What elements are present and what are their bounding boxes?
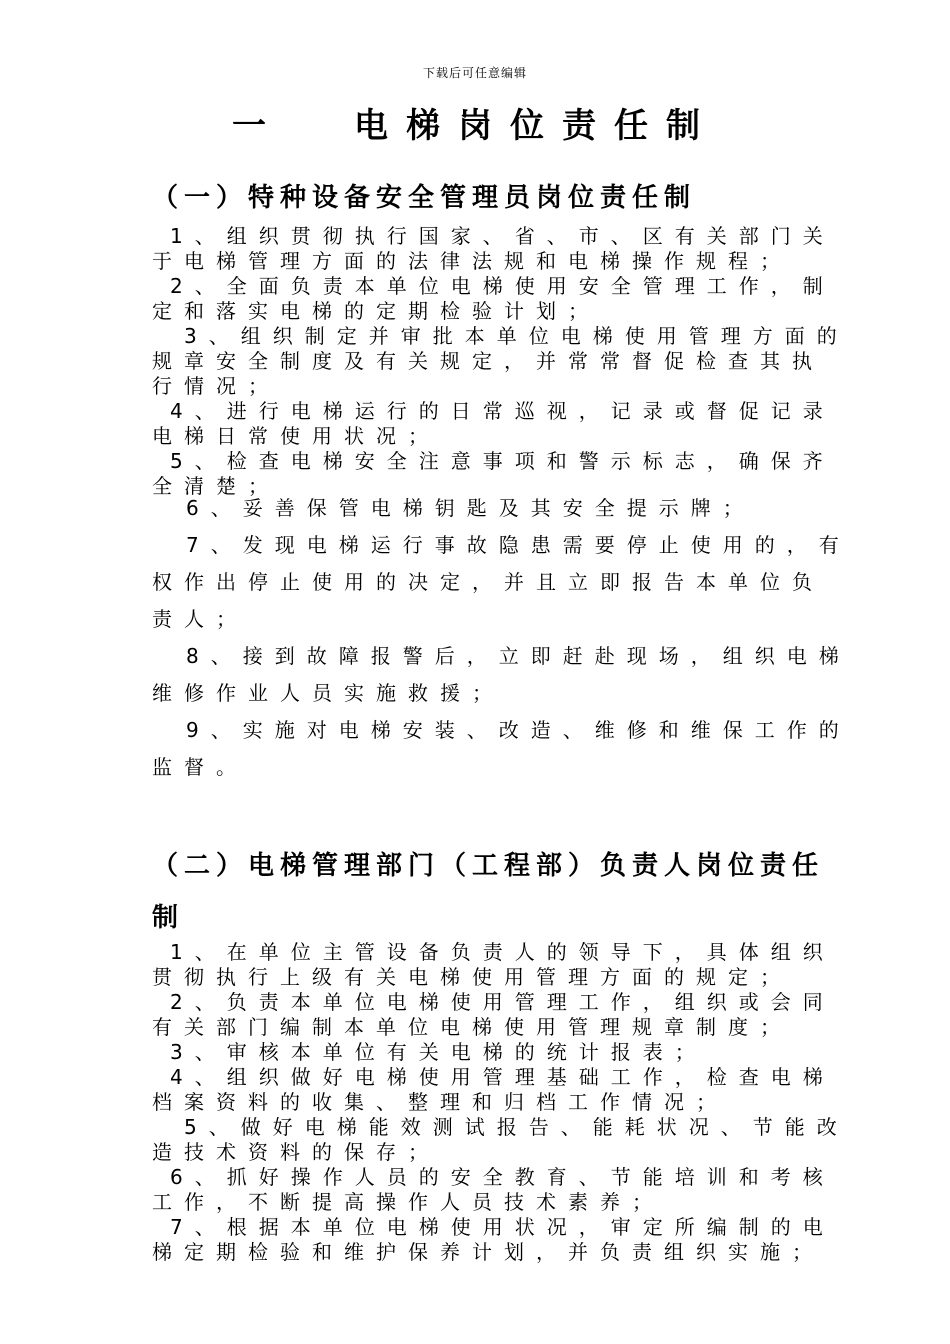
section-1-list [152,224,852,499]
list-item: 2、全面负责本单位电梯使用安全管理工作，制定和落实电梯的定期检验计划； [152,274,835,323]
document-title-number: 一 [232,106,284,146]
list-item: 5、做好电梯能效测试报告、能耗状况、节能改造技术资料的保存； [152,1115,849,1164]
section-2-title: （二）电梯管理部门（工程部）负责人岗位责任制 [152,851,825,933]
list-item: 5、检查电梯安全注意事项和警示标志，确保齐全清楚； [152,449,835,498]
list-item: 7、发现电梯运行事故隐患需要停止使用的，有权作出停止使用的决定，并且立即报告本单位负责人； [152,533,851,631]
list-item: 3、组织制定并审批本单位电梯使用管理方面的规章安全制度及有关规定，并常常督促检查其执行情况； [152,324,849,398]
list-item: 6、妥善保管电梯钥匙及其安全提示牌； [186,496,755,520]
list-item: 2、负责本单位电梯使用管理工作，组织或会同有关部门编制本单位电梯使用管理规章制度； [152,990,835,1039]
list-item: 7、根据本单位电梯使用状况，审定所编制的电梯定期检验和维护保养计划，并负责组织实施； [152,1215,835,1264]
header-note: 下载后可任意编辑 [422,66,527,80]
section-1-list-continued [152,490,852,786]
section-1-title: （一）特种设备安全管理员岗位责任制 [152,183,697,213]
list-item: 8、接到故障报警后，立即赶赴现场，组织电梯维修作业人员实施救援； [152,644,851,705]
list-item: 6、抓好操作人员的安全教育、节能培训和考核工作，不断提高操作人员技术素养； [152,1165,835,1214]
list-item: 4、进行电梯运行的日常巡视，记录或督促记录电梯日常使用状况； [152,399,835,448]
document-title [0,98,950,147]
list-item: 4、组织做好电梯使用管理基础工作，检查电梯档案资料的收集、整理和归档工作情况； [152,1065,835,1114]
list-item: 3、审核本单位有关电梯的统计报表； [170,1040,707,1064]
document-title-text: 电梯岗位责任制 [354,106,718,146]
section-2-list [152,940,852,1265]
list-item: 1、在单位主管设备负责人的领导下，具体组织贯彻执行上级有关电梯使用管理方面的规定； [152,940,835,989]
list-item: 1、组织贯彻执行国家、省、市、区有关部门关于电梯管理方面的法律法规和电梯操作规程； [152,224,835,273]
list-item: 9、实施对电梯安装、改造、维修和维保工作的监督。 [152,718,851,779]
